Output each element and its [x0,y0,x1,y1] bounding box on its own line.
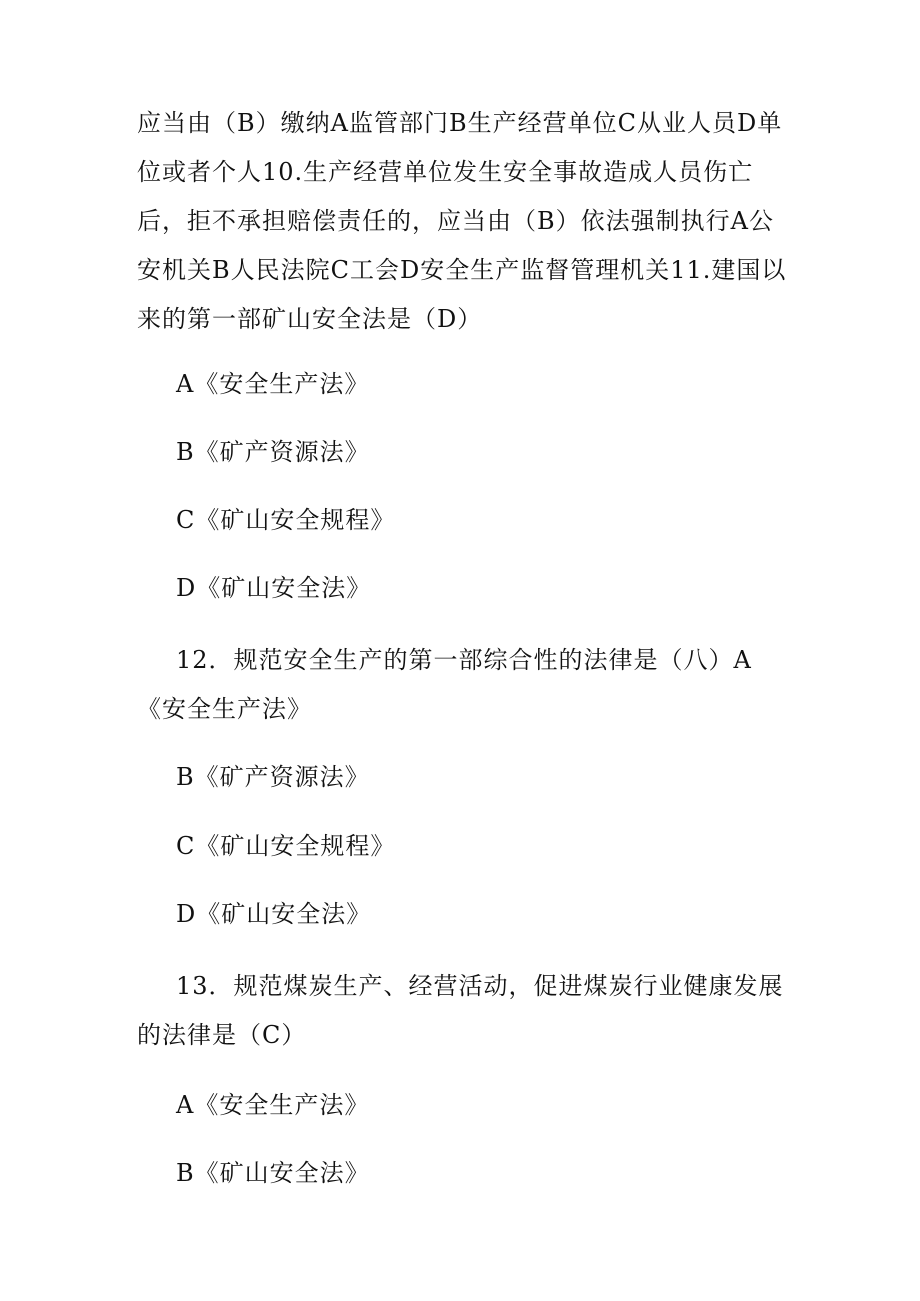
option-q11-b: B《矿产资源法》 [176,438,370,466]
option-q11-a: A《安全生产法》 [176,370,370,398]
option-q13-a: A《安全生产法》 [176,1091,370,1119]
option-q12-d: D《矿山安全法》 [176,900,372,928]
option-q12-c: C《矿山安全规程》 [176,832,396,860]
paragraph-q12: 12．规范安全生产的第一部综合性的法律是（八）A《安全生产法》 [137,646,752,723]
option-q11-c: C《矿山安全规程》 [176,506,396,534]
option-q11-d: D《矿山安全法》 [176,574,372,602]
paragraph-q13: 13．规范煤炭生产、经营活动，促进煤炭行业健康发展的法律是（C） [137,972,784,1049]
option-q12-b: B《矿产资源法》 [176,763,370,791]
option-q13-b: B《矿山安全法》 [176,1159,370,1187]
paragraph-q9-q11: 应当由（B）缴纳A监管部门B生产经营单位C从业人员D单位或者个人10.生产经营单位发生安全事故造成人员伤亡后，拒不承担赔偿责任的，应当由（B）依法强制执行A公安机关B人民法院C工会D安全生产监督管理机关11.建国以来的第一部矿山安全法是（D） [137,109,787,333]
